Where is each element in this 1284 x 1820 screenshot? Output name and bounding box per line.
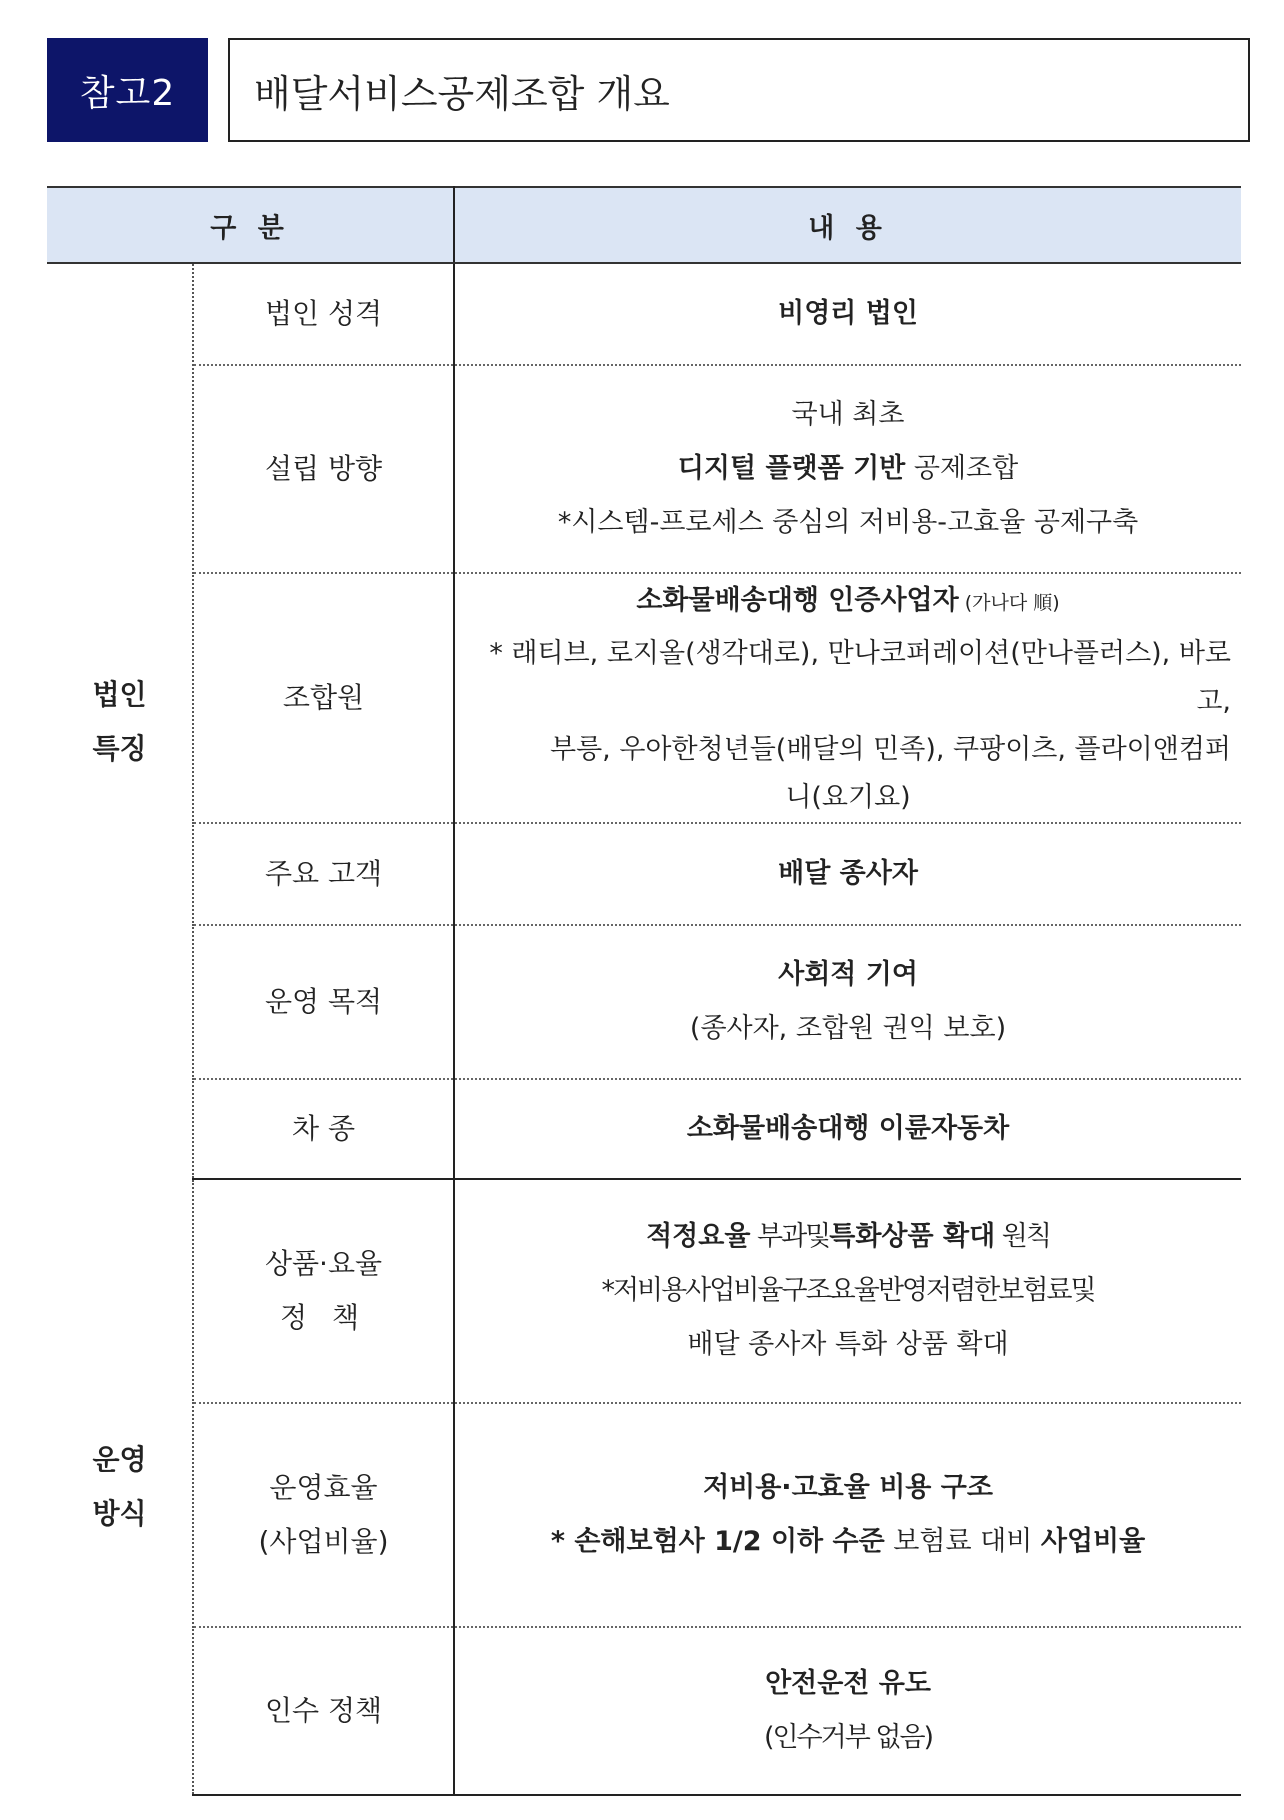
- pricing-text: 부과및: [750, 1221, 830, 1252]
- row-value-efficiency: [454, 1403, 1241, 1627]
- group-label-line: 특징: [92, 731, 147, 765]
- row-value-founding: [454, 365, 1241, 573]
- table-row: [47, 263, 1241, 365]
- members-title: [455, 574, 1241, 630]
- header-content: 내 용: [454, 187, 1241, 263]
- group-operations: [47, 1179, 193, 1795]
- page-title-text: 배달서비스공제조합 개요: [254, 71, 670, 116]
- members-list-line: 니(요기요): [785, 782, 911, 813]
- founding-text: 공제조합: [905, 453, 1019, 484]
- pricing-line: 배달 종사자 특화 상품 확대: [687, 1329, 1009, 1360]
- overview-table: [47, 186, 1241, 1796]
- table-header-row: [47, 187, 1241, 263]
- page-title: [228, 38, 1250, 142]
- row-value-vehicle: 소화물배송대행 이륜자동차: [454, 1079, 1241, 1179]
- table-row: [47, 925, 1241, 1079]
- table-row: [47, 1403, 1241, 1627]
- pricing-label-line: 상품·요율: [264, 1247, 383, 1280]
- row-value-members: [454, 573, 1241, 823]
- row-label-efficiency: [193, 1403, 454, 1627]
- efficiency-bold: * 손해보험사 1/2 이하 수준: [550, 1526, 885, 1557]
- table-row: [47, 573, 1241, 823]
- row-label-customers: 주요 고객: [193, 823, 454, 925]
- row-value-legal: 비영리 법인: [454, 263, 1241, 365]
- table-row: [47, 1627, 1241, 1795]
- reference-label: 참고2: [47, 38, 208, 142]
- efficiency-label-line: 운영효율: [269, 1471, 378, 1504]
- row-label-legal: 법인 성격: [193, 263, 454, 365]
- efficiency-line: [455, 1515, 1241, 1569]
- pricing-bold: 적정요율: [646, 1221, 751, 1252]
- members-list-line: * 래티브, 로지올(생각대로), 만나코퍼레이션(만나플러스), 바로고,: [489, 638, 1232, 717]
- row-value-purpose: [454, 925, 1241, 1079]
- members-title-text: 소화물배송대행 인증사업자: [636, 585, 959, 616]
- row-value-customers: 배달 종사자: [454, 823, 1241, 925]
- pricing-label-line: 정 책: [280, 1301, 367, 1334]
- efficiency-bold: 사업비율: [1040, 1526, 1146, 1557]
- group-label-line: 방식: [92, 1497, 147, 1530]
- row-label-purpose: 운영 목적: [193, 925, 454, 1079]
- founding-line: 국내 최초: [791, 399, 905, 430]
- table-row: [47, 365, 1241, 573]
- table-row: [47, 1179, 1241, 1403]
- underwriting-line: 안전운전 유도: [765, 1668, 931, 1699]
- pricing-bold: 특화상품 확대: [829, 1221, 996, 1252]
- pricing-text: 원칙: [995, 1221, 1050, 1252]
- table-row: [47, 823, 1241, 925]
- row-label-underwriting: 인수 정책: [193, 1627, 454, 1795]
- founding-line: [455, 442, 1241, 496]
- group-corporate: [47, 263, 193, 1179]
- efficiency-label-line: (사업비율): [258, 1525, 389, 1558]
- underwriting-line: (인수거부 없음): [763, 1722, 933, 1753]
- efficiency-line: 저비용·고효율 비용 구조: [703, 1472, 993, 1503]
- founding-bold: 디지털 플랫폼 기반: [677, 453, 906, 484]
- purpose-line: (종사자, 조합원 권익 보호): [689, 1013, 1007, 1044]
- row-label-members: 조합원: [193, 573, 454, 823]
- group-label-line: 법인: [92, 677, 147, 711]
- group-label-line: 운영: [92, 1443, 147, 1476]
- efficiency-text: 보험료 대비: [884, 1526, 1041, 1557]
- row-label-vehicle: 차 종: [193, 1079, 454, 1179]
- header-category: 구 분: [47, 187, 454, 263]
- purpose-line: 사회적 기여: [778, 959, 918, 990]
- members-list-line: 부릉, 우아한청년들(배달의 민족), 쿠팡이츠, 플라이앤컴퍼: [549, 734, 1232, 765]
- row-label-founding: 설립 방향: [193, 365, 454, 573]
- row-value-underwriting: [454, 1627, 1241, 1795]
- members-order-note: (가나다 順): [958, 592, 1060, 614]
- row-value-pricing: [454, 1179, 1241, 1403]
- row-label-pricing: [193, 1179, 454, 1403]
- table-row: [47, 1079, 1241, 1179]
- pricing-line: [455, 1210, 1241, 1264]
- pricing-note: *저비용사업비율구조요율반영저렴한보험료및: [601, 1275, 1095, 1306]
- founding-note: *시스템-프로세스 중심의 저비용-고효율 공제구축: [557, 507, 1139, 538]
